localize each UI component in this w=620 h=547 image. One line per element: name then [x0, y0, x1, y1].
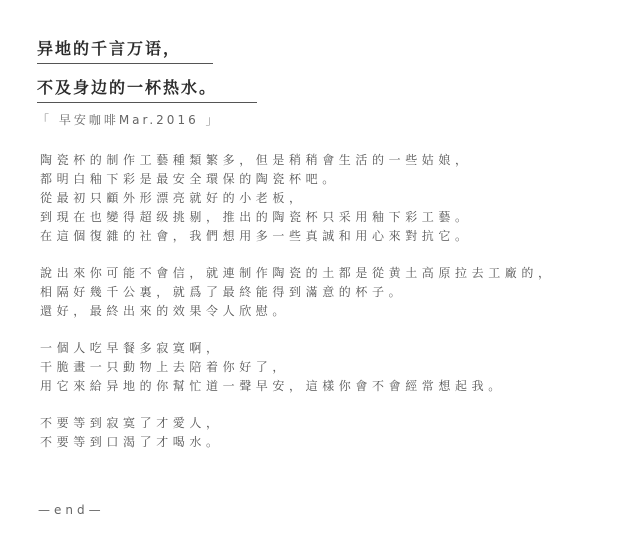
headline-line-2: 不及身边的一杯热水。 — [37, 75, 257, 103]
paragraph-line: 還好，最終出來的效果令人欣慰。 — [40, 304, 290, 318]
headline-line-1: 异地的千言万语， — [37, 36, 213, 64]
paragraph-line: 從最初只顧外形漂亮就好的小老板， — [40, 191, 306, 205]
paragraph-3 — [40, 339, 610, 396]
paragraph-line: 一個人吃早餐多寂寞啊， — [40, 341, 223, 355]
article-body — [40, 151, 610, 470]
paragraph-line: 在這個復雜的社會，我們想用多一些真誠和用心來對抗它。 — [40, 229, 472, 243]
end-marker: —end— — [38, 503, 105, 517]
paragraph-line: 干脆畫一只動物上去陪着你好了， — [40, 360, 290, 374]
paragraph-2 — [40, 264, 610, 321]
headline — [37, 36, 257, 103]
paragraph-line: 不要等到口渴了才喝水。 — [40, 435, 223, 449]
paragraph-line: 到現在也變得超级挑剔，推出的陶瓷杯只采用釉下彩工藝。 — [40, 210, 472, 224]
paragraph-line: 都明白釉下彩是最安全環保的陶瓷杯吧。 — [40, 172, 339, 186]
paragraph-4 — [40, 414, 610, 452]
paragraph-line: 說出來你可能不會信，就連制作陶瓷的土都是從黄土高原拉去工廠的， — [40, 266, 555, 280]
paragraph-1 — [40, 151, 610, 246]
paragraph-line: 相隔好幾千公裏，就爲了最終能得到滿意的杯子。 — [40, 285, 406, 299]
paragraph-line: 用它來給异地的你幫忙道一聲早安，這樣你會不會經常想起我。 — [40, 379, 505, 393]
source-tag: 「 早安咖啡Mar.2016 」 — [37, 113, 221, 127]
paragraph-line: 陶瓷杯的制作工藝種類繁多，但是稍稍會生活的一些姑娘， — [40, 153, 472, 167]
paragraph-line: 不要等到寂寞了才愛人， — [40, 416, 223, 430]
